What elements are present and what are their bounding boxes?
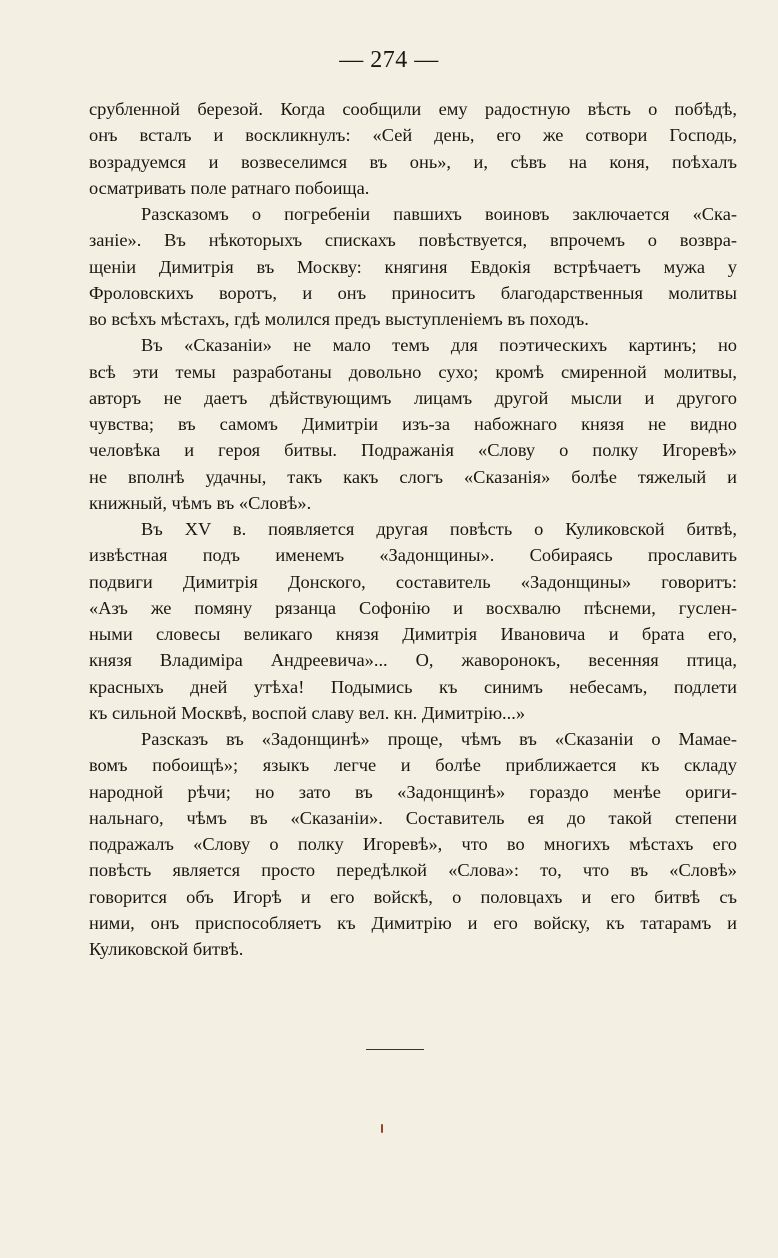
text-line: возрадуемся и возвеселимся въ онь», и, сѣвъ на коня, поѣхалъ [89, 151, 737, 172]
text-line: «Азъ же помяну рязанца Софонію и восхвалю пѣснеми, гуслен- [89, 597, 737, 618]
text-line: не вполнѣ удачны, такъ какъ слогъ «Сказанія» болѣе тяжелый и [89, 466, 737, 487]
text-line: книжный, чѣмъ въ «Словѣ». [89, 492, 312, 513]
text-line: щеніи Димитрія въ Москву: княгиня Евдокія встрѣчаетъ мужа у [89, 256, 737, 277]
text-line: во всѣхъ мѣстахъ, гдѣ молился предъ выступленіемъ въ походъ. [89, 309, 589, 329]
text-line: Въ XV в. появляется другая повѣсть о Куликовской битвѣ, [141, 519, 737, 539]
text-line: повѣсть является просто передѣлкой «Слова»: то, что въ «Словѣ» [89, 860, 737, 881]
text-line: вомъ побоищѣ»; языкъ легче и болѣе приближается къ складу [89, 755, 737, 776]
text-line: Въ «Сказаніи» не мало темъ для поэтическихъ картинъ; но [141, 335, 737, 356]
text-line: князя Владиміра Андреевича»... О, жаворонокъ, весенняя птица, [89, 650, 737, 671]
text-line: Разсказъ въ «Задонщинѣ» проще, чѣмъ въ «Сказаніи о Мамае- [141, 729, 737, 749]
text-line: говорится объ Игорѣ и его войскѣ, о половцахъ и его битвѣ съ [89, 886, 737, 907]
text-line: чувства; въ самомъ Димитріи изъ-за набожнаго князя не видно [89, 414, 737, 434]
text-line: Фроловскихъ воротъ, и онъ приноситъ благодарственныя молитвы [89, 282, 737, 303]
page-number: — 274 — [339, 47, 439, 73]
text-line: ными словесы великаго князя Димитрія Ивановича и брата его, [89, 624, 737, 644]
text-line: ними, онъ приспособляетъ къ Димитрію и его войску, къ татарамъ и [89, 912, 737, 933]
text-line: красныхъ дней утѣха! Подымись къ синимъ небесамъ, подлети [89, 676, 737, 697]
text-line: Разсказомъ о погребеніи павшихъ воиновъ заключается «Ска- [141, 204, 737, 224]
section-divider [366, 1049, 424, 1050]
text-line: заніе». Въ нѣкоторыхъ спискахъ повѣствуется, впрочемъ о возвра- [89, 230, 737, 251]
text-line: авторъ не даетъ дѣйствующимъ лицамъ другой мысли и другого [89, 387, 737, 408]
text-line: срубленной березой. Когда сообщили ему радостную вѣсть о побѣдѣ, [89, 99, 737, 119]
body-text [89, 96, 737, 962]
text-line: онъ всталъ и воскликнулъ: «Сей день, его же сотвори Господь, [89, 125, 737, 146]
text-line: нальнаго, чѣмъ въ «Сказаніи». Составитель ея до такой степени [89, 807, 737, 828]
text-line: человѣка и героя битвы. Подражанія «Слову о полку Игоревѣ» [89, 440, 737, 461]
text-line: всѣ эти темы разработаны довольно сухо; кромѣ смиренной молитвы, [89, 361, 737, 382]
text-line: Куликовской битвѣ. [89, 939, 244, 959]
text-line: извѣстная подъ именемъ «Задонщины». Собираясь прославить [89, 545, 737, 566]
text-line: народной рѣчи; но зато въ «Задонщинѣ» гораздо менѣе ориги- [89, 781, 737, 802]
ink-speck [381, 1124, 383, 1133]
text-line: осматривать поле ратнаго побоища. [89, 177, 370, 198]
text-line: подвиги Димитрія Донского, составитель «Задонщины» говоритъ: [89, 571, 737, 592]
text-line: къ сильной Москвѣ, воспой славу вел. кн. Димитрію...» [89, 702, 526, 723]
text-line: подражалъ «Слову о полку Игоревѣ», что во многихъ мѣстахъ его [89, 834, 737, 854]
